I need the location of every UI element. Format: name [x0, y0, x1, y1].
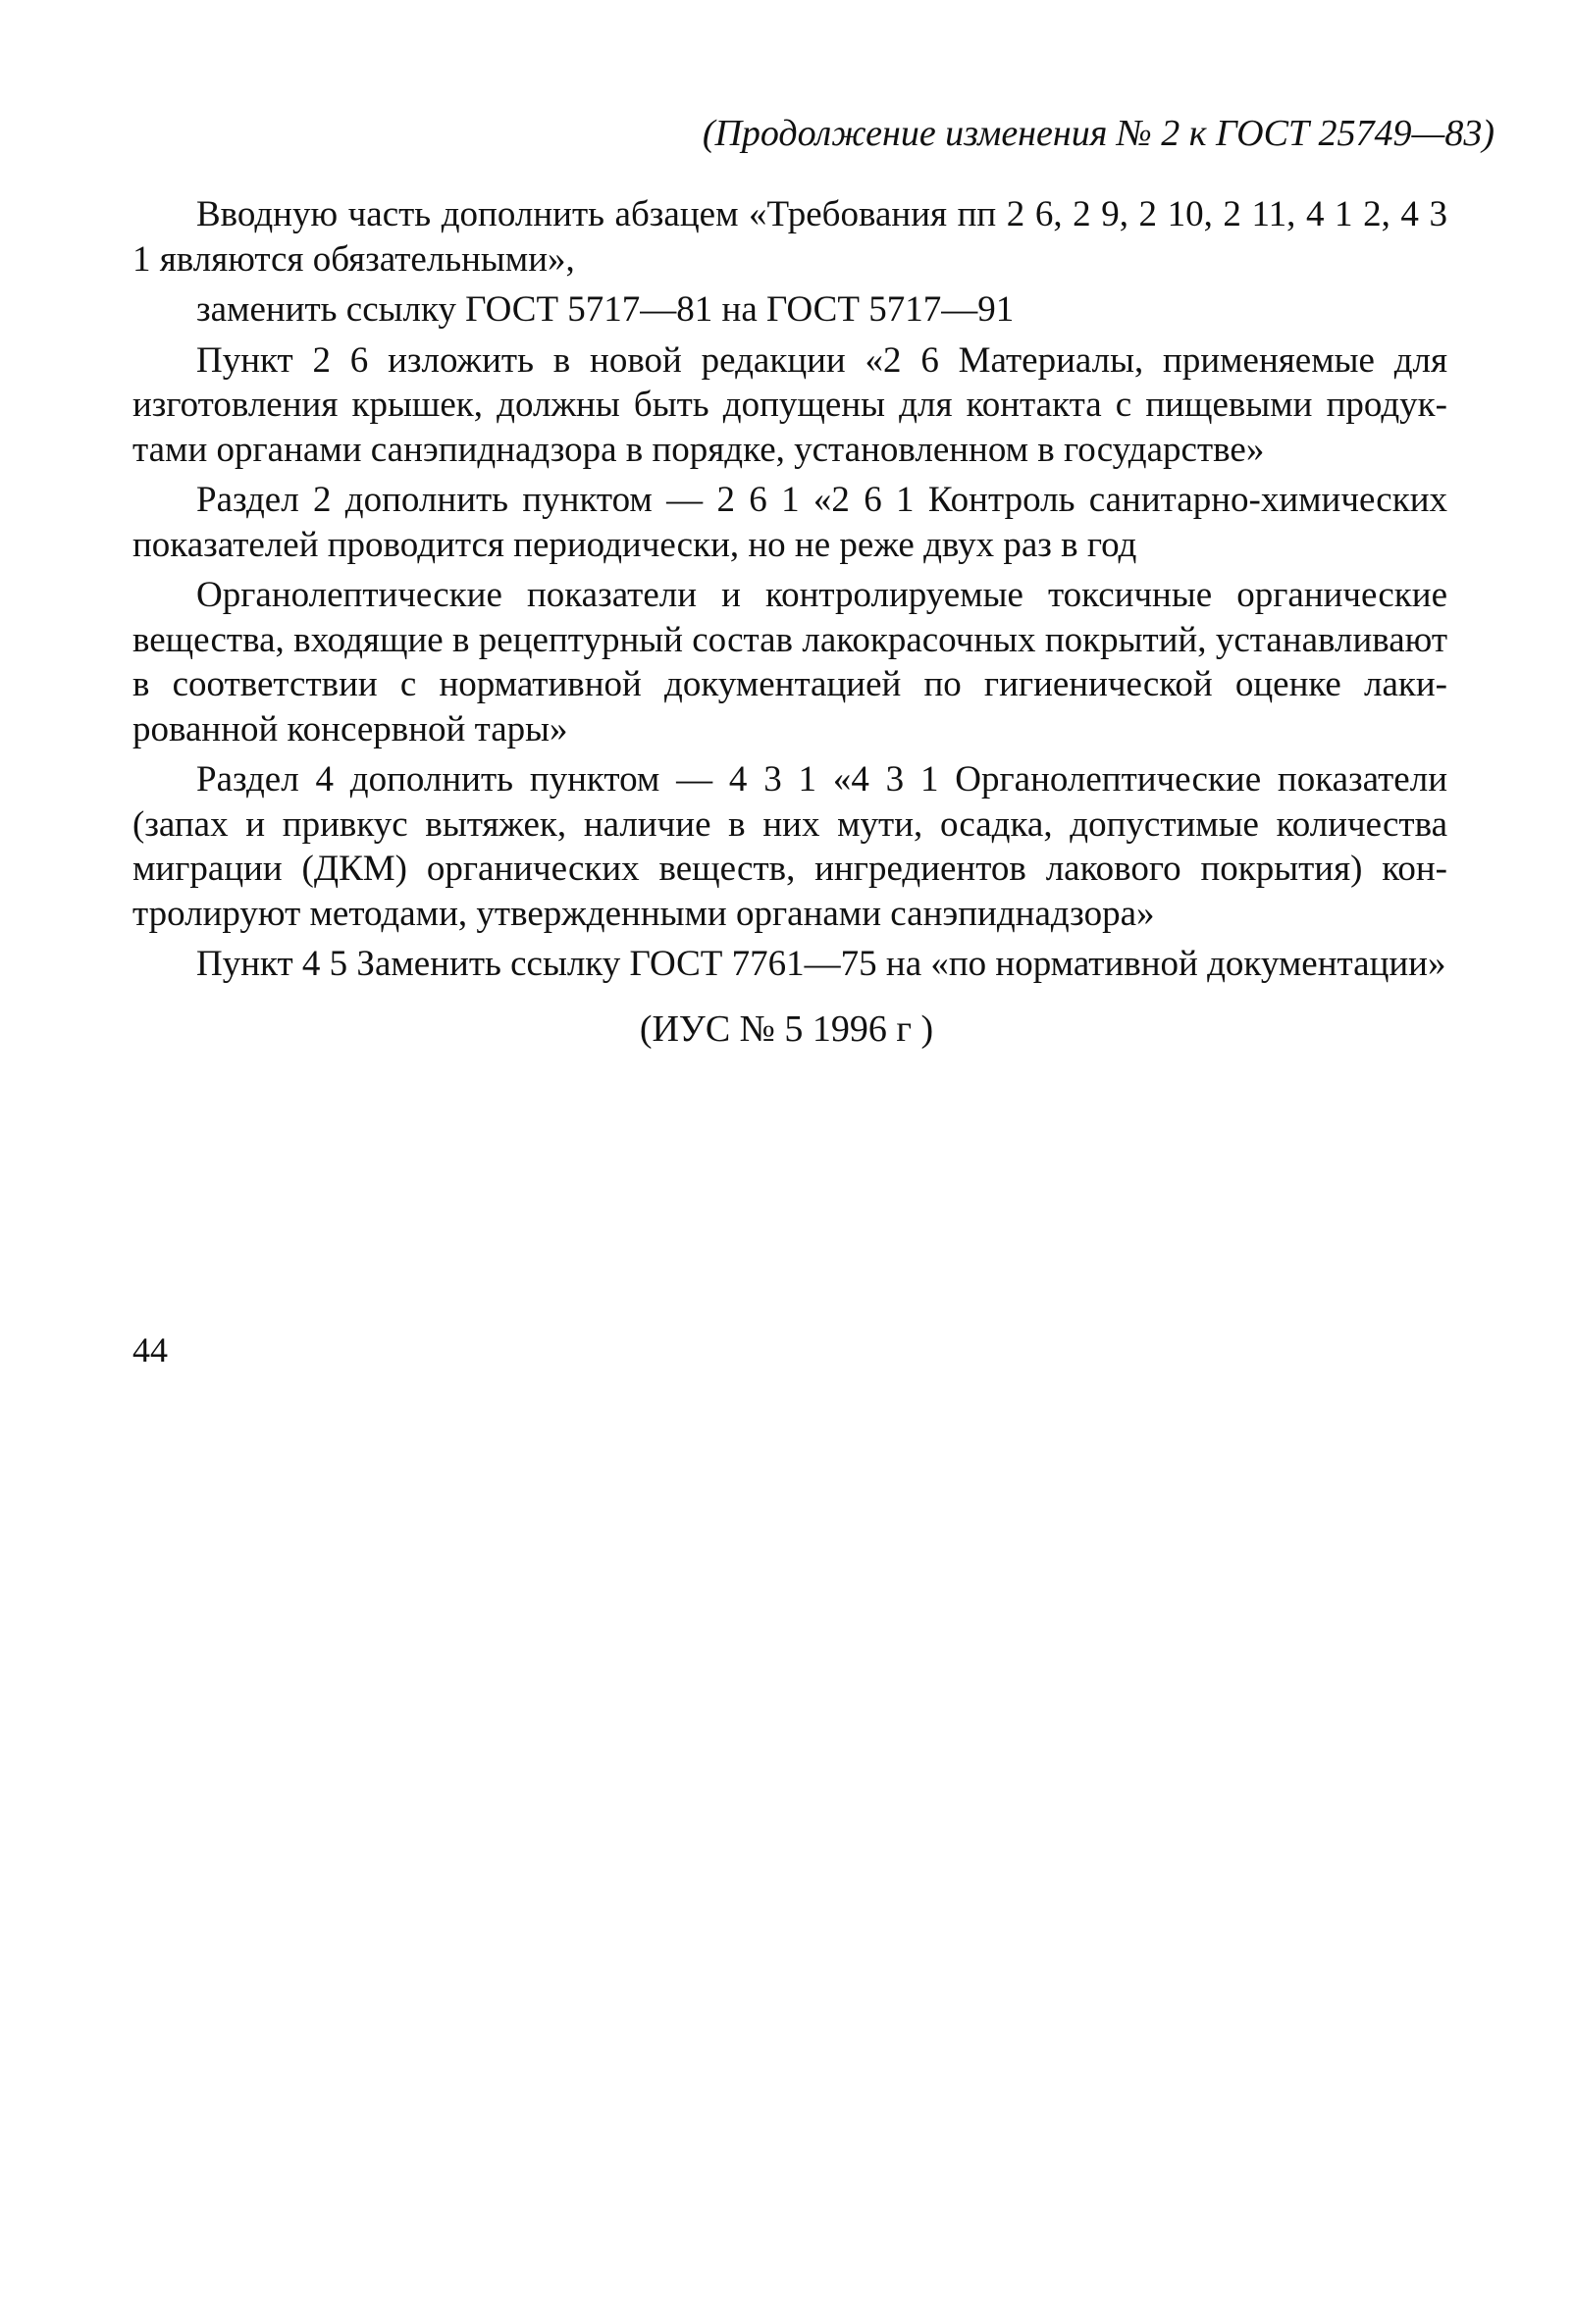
continuation-header: (Продолжение изменения № 2 к ГОСТ 25749—83) [702, 113, 1494, 154]
paragraph-clause-2-6-1: Раздел 2 дополнить пунктом — 2 6 1 «2 6 1 Контроль санитарно-химических показателей проводится периодически, но не реже двух раз в год [132, 480, 1447, 565]
page-number: 44 [132, 1330, 168, 1369]
body-text [132, 192, 1447, 993]
paragraph-clause-4-3-1: Раздел 4 дополнить пунктом — 4 3 1 «4 3 1 Органолептические показатели (запах и привкус вытяжек, наличие в них мути, осадка, допустимые количества миграции (ДКМ) органических веществ, ингредиентов лакового покрытия) контролируют методами, утвержденными органами санэпиднадзора» [132, 759, 1447, 934]
paragraph-replace-reference: заменить ссылку ГОСТ 5717—81 на ГОСТ 5717—91 [196, 289, 1015, 330]
paragraph-clause-2-6: Пункт 2 6 изложить в новой редакции «2 6 Материалы, применяемые для изготовления крышек, должны быть допущены для контакта с пищевыми продуктами органами санэпиднадзора в порядке, установленном в государстве» [132, 339, 1447, 470]
paragraph-clause-4-5: Пункт 4 5 Заменить ссылку ГОСТ 7761—75 на «по нормативной документации» [196, 944, 1446, 984]
publication-source: (ИУС № 5 1996 г ) [639, 1008, 934, 1050]
paragraph-organoleptic: Органолептические показатели и контролируемые токсичные органические вещества, входящие в рецептурный состав лакокрасочных покрытий, устанавливают в соответствии с нормативной документацией по гигиенической оценке лакированной консервной тары» [132, 575, 1447, 749]
paragraph-intro: Вводную часть дополнить абзацем «Требования пп 2 6, 2 9, 2 10, 2 11, 4 1 2, 4 3 1 являются обязательными», [132, 194, 1447, 280]
